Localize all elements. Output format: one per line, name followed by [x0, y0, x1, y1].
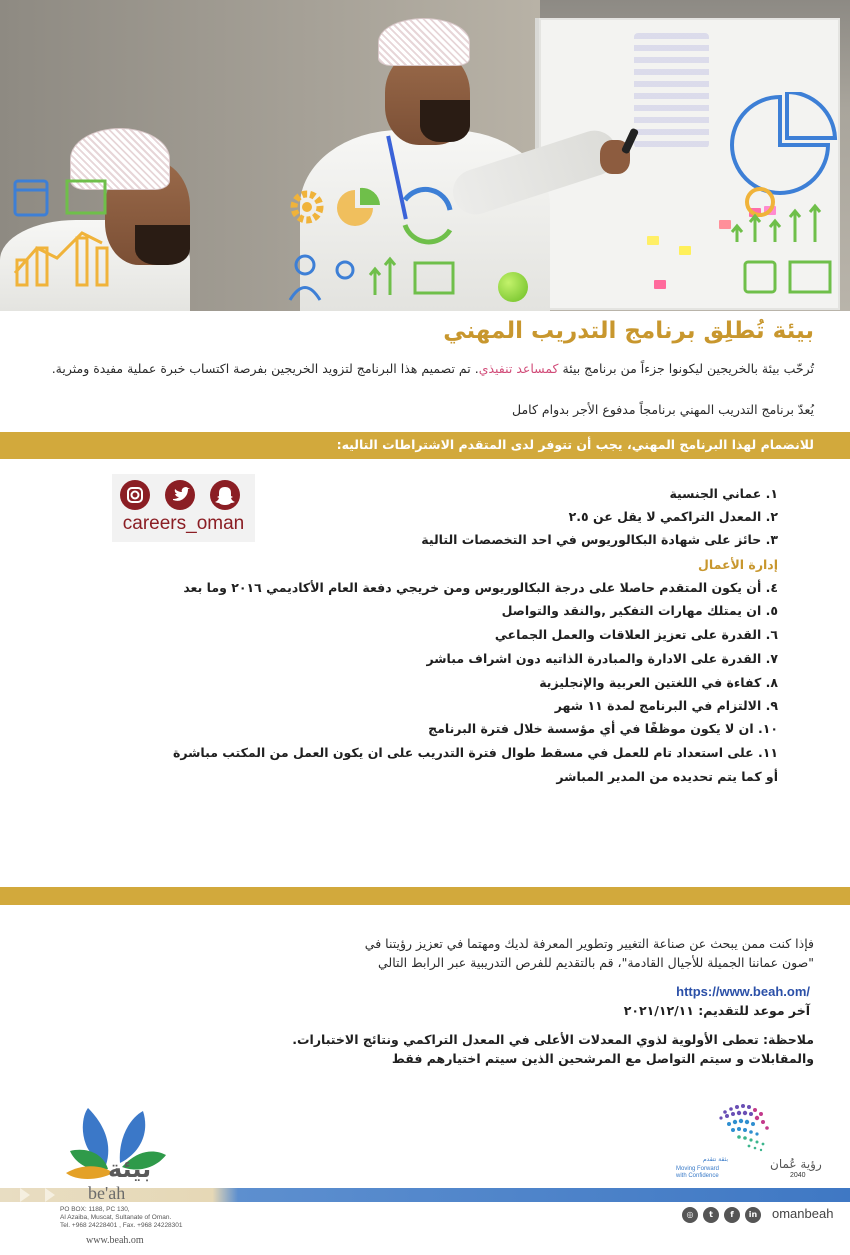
- address-line: PO BOX: 1188, PC 130,: [60, 1206, 130, 1213]
- whiteboard-writing: [634, 33, 709, 148]
- priority-note: [34, 1030, 814, 1068]
- specialization-label: إدارة الأعمال: [698, 557, 778, 572]
- beah-logo-english: be'ah: [88, 1183, 126, 1203]
- analytics-icons: [12, 178, 112, 288]
- requirement-item: ٦. القدرة على تعزيز العلاقات والعمل الجماعي: [494, 627, 778, 642]
- intro-highlight: كمساعد تنفيذي: [478, 361, 559, 376]
- address-line: Tel. +968 24228401 , Fax. +968 24228301: [60, 1222, 183, 1229]
- requirement-item: ١. عماني الجنسية: [669, 486, 778, 501]
- chart-icons: [725, 92, 840, 302]
- cta-line-1: فإذا كنت ممن يبحث عن صناعة التغيير وتطوير المعرفة لديك ومهتما في تعزيز رؤيتنا في: [364, 936, 814, 951]
- intro-paragraph: [14, 359, 814, 378]
- slogan-arabic: بثقة نتقدم: [702, 1156, 728, 1163]
- requirement-item: ٧. القدرة على الادارة والمبادرة الذاتيه دون اشراف مباشر: [426, 651, 778, 666]
- intro-text-end: . تم تصميم هذا البرنامج لتزويد الخريجين بفرصة اكتساب خبرة عملية مفيدة ومثرية.: [51, 361, 479, 376]
- note-line-2: والمقابلات و سيتم التواصل مع المرشحين الذين سيتم اختيارهم فقط: [391, 1051, 814, 1066]
- requirement-item: ٨. كفاءة في اللغتين العربية والإنجليزية: [539, 675, 778, 690]
- requirements-header: للانضمام لهذا البرنامج المهني، يجب أن تتوفر لدى المتقدم الاشتراطات التاليه:: [336, 437, 814, 452]
- divider-band: [0, 887, 850, 905]
- twitter-icon[interactable]: t: [703, 1207, 719, 1223]
- call-to-action: [34, 934, 814, 972]
- requirement-item: ٥. ان يمتلك مهارات التفكير ,والنقد والتواصل: [501, 603, 778, 618]
- snapchat-icon[interactable]: [210, 480, 240, 510]
- requirement-item: ٢. المعدل التراكمي لا يقل عن ٢.٥: [568, 509, 778, 524]
- facebook-icon[interactable]: f: [724, 1207, 740, 1223]
- footer-website[interactable]: www.beah.om: [86, 1235, 144, 1246]
- intro-text: تُرحّب بيئة بالخريجين ليكونوا جزءاً من برنامج بيئة: [558, 361, 814, 376]
- paid-program-note: يُعدّ برنامج التدريب المهني برنامجاً مدفوع الأجر بدوام كامل: [512, 402, 814, 417]
- requirement-item: ٣. حائز على شهادة البكالوريوس في احد التخصصات التالية: [421, 532, 778, 547]
- sticky-note: [654, 280, 666, 289]
- careers-social-box[interactable]: [112, 474, 255, 542]
- beah-logo-arabic: بيئة: [108, 1155, 152, 1183]
- footer-social-handle[interactable]: omanbeah: [772, 1206, 834, 1221]
- page-title: بيئة تُطلِق برنامج التدريب المهني: [443, 318, 814, 344]
- oman-vision-text: رؤية عُمان: [770, 1157, 822, 1171]
- oman-vision-year: 2040: [790, 1172, 806, 1179]
- instagram-icon[interactable]: ◎: [682, 1207, 698, 1223]
- sticky-note: [679, 246, 691, 255]
- instagram-icon[interactable]: [120, 480, 150, 510]
- footer-chevron: [20, 1188, 30, 1202]
- stress-ball: [498, 272, 528, 302]
- requirement-item-continued: أو كما يتم تحديده من المدير المباشر: [556, 769, 778, 784]
- hero-photo: [0, 0, 850, 311]
- requirement-item: ١١. على استعداد تام للعمل في مسقط طوال فترة التدريب على ان يكون العمل من المكتب مباشرة: [172, 745, 778, 760]
- requirement-item: ١٠. ان لا يكون موظفًا في أي مؤسسة خلال فترة البرنامج: [428, 721, 778, 736]
- apply-link[interactable]: https://www.beah.om/: [676, 984, 810, 999]
- application-deadline: آخر موعد للتقديم: ٢٠٢١/١٢/١١: [623, 1003, 810, 1018]
- note-line-1: ملاحظة: تعطى الأولوية لذوي المعدلات الأعلى في المعدل التراكمي ونتائج الاختبارات.: [292, 1032, 814, 1047]
- twitter-icon[interactable]: [165, 480, 195, 510]
- requirement-item: ٩. الالتزام في البرنامج لمدة ١١ شهر: [554, 698, 778, 713]
- sticky-note: [647, 236, 659, 245]
- footer-chevron: [45, 1188, 55, 1202]
- slogan-english: Moving Forward with Confidence: [676, 1166, 720, 1179]
- process-icons: [285, 185, 460, 305]
- careers-handle: careers_oman: [122, 513, 245, 534]
- linkedin-icon[interactable]: in: [745, 1207, 761, 1223]
- requirements-header-band: [0, 432, 850, 459]
- requirement-item: ٤. أن يكون المتقدم حاصلا على درجة البكالوريوس ومن خريجي دفعة العام الأكاديمي ٢٠١٦ وما بعد: [183, 580, 778, 595]
- address-line: Al Azaiba, Muscat, Sultanate of Oman.: [60, 1214, 172, 1221]
- cta-line-2: "صون عماننا الجميلة للأجيال القادمة"، قم بالتقديم للفرص التدريبية عبر الرابط التالي: [378, 955, 814, 970]
